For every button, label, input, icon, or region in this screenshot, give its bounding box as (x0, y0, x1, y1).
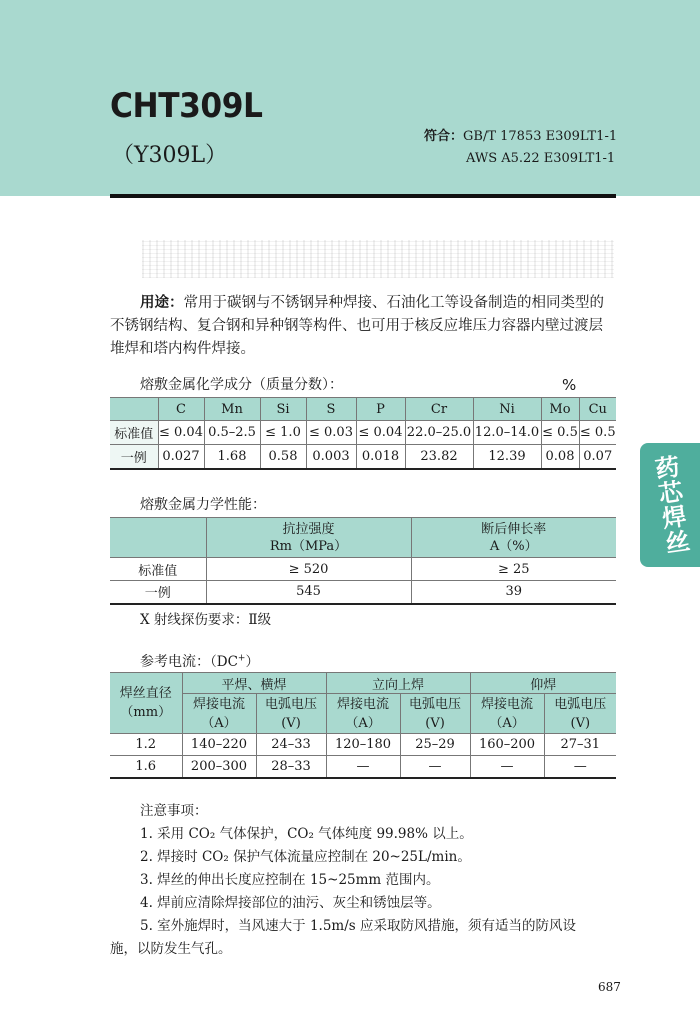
current-cell: 200–300 (182, 756, 256, 778)
note-3: 3. 焊丝的伸出长度应控制在 15~25mm 范围内。 (140, 872, 440, 888)
note-4: 4. 焊前应清除焊接部位的油污、灰尘和锈蚀层等。 (140, 895, 441, 911)
voltage-subheader-unit: (V) (570, 715, 591, 731)
current-subheader-label: 焊接电流 (481, 696, 534, 712)
current-cell: — (544, 756, 616, 778)
mech-cell: 545 (206, 581, 411, 604)
chem-title: 熔敷金属化学成分（质量分数）： (140, 377, 343, 393)
header-rule (110, 194, 616, 198)
chem-header-cell (110, 398, 158, 421)
note-1: 1. 采用 CO₂ 气体保护，CO₂ 气体纯度 99.98% 以上。 (140, 826, 473, 842)
voltage-subheader-label: 电弧电压 (554, 696, 607, 712)
mech-header-tensile (206, 518, 411, 558)
current-subheader (326, 694, 400, 734)
chem-header-cell: Si (260, 398, 306, 421)
chem-cell: ≤ 0.5 (579, 421, 616, 445)
standard-gb: GB/T 17853 E309LT1-1 (463, 129, 618, 144)
chem-cell: ≤ 0.04 (158, 421, 204, 445)
tensile-unit: Rm（MPa） (269, 538, 348, 554)
chem-table (110, 397, 616, 470)
mech-table (110, 517, 616, 605)
chem-cell: ≤ 0.03 (306, 421, 356, 445)
dia-header (110, 673, 182, 734)
voltage-subheader (400, 694, 470, 734)
current-cell: 25–29 (400, 734, 470, 756)
pos-vertical-header: 立向上焊 (326, 673, 470, 694)
current-title: 参考电流： (140, 654, 210, 670)
chem-cell: 1.68 (204, 445, 260, 469)
side-tab-label: 药芯焊丝 (648, 453, 691, 557)
chem-cell: 0.58 (260, 445, 306, 469)
elongation-unit: A（%） (489, 538, 538, 554)
table-row (110, 734, 616, 756)
current-subheader-label: 焊接电流 (337, 696, 390, 712)
voltage-subheader (544, 694, 616, 734)
chem-cell: 0.018 (356, 445, 405, 469)
model-subtitle: （Y309L） (112, 143, 228, 168)
current-cell: — (326, 756, 400, 778)
standard-aws: AWS A5.22 E309LT1-1 (466, 151, 616, 166)
current-cell: 120–180 (326, 734, 400, 756)
current-subheader (182, 694, 256, 734)
note-5-continued: 施，以防发生气孔。 (110, 941, 232, 957)
notes (110, 800, 620, 961)
chem-header-cell: Cu (579, 398, 616, 421)
chem-header-cell: Cr (405, 398, 473, 421)
table-row (110, 756, 616, 778)
table-row (110, 558, 616, 581)
section-side-tab (640, 443, 700, 567)
chem-cell: 23.82 (405, 445, 473, 469)
usage-label: 用途： (140, 295, 184, 311)
current-type (210, 654, 259, 670)
chem-cell: 0.08 (541, 445, 579, 469)
note-2: 2. 焊接时 CO₂ 保护气体流量应控制在 20~25L/min。 (140, 849, 471, 865)
voltage-subheader-unit: (V) (425, 715, 445, 731)
elongation-label: 断后伸长率 (481, 521, 547, 537)
chem-row-label: 一例 (110, 445, 158, 469)
pos-overhead-header: 仰焊 (470, 673, 616, 694)
dia-unit: （mm） (120, 705, 172, 720)
chem-cell: 22.0–25.0 (405, 421, 473, 445)
current-subheader-unit: （A） (489, 715, 525, 731)
chem-cell: ≤ 0.04 (356, 421, 405, 445)
voltage-subheader-label: 电弧电压 (409, 696, 462, 712)
chem-header-cell: Mo (541, 398, 579, 421)
chem-cell: ≤ 1.0 (260, 421, 306, 445)
current-cell: — (470, 756, 544, 778)
table-row (110, 581, 616, 604)
xray-requirement: X 射线探伤要求：Ⅱ级 (140, 612, 272, 628)
dc-polarity: + (237, 653, 246, 664)
mech-cell: ≥ 520 (206, 558, 411, 581)
current-subheader (470, 694, 544, 734)
current-row-label: 1.6 (110, 756, 182, 778)
page-number: 687 (598, 980, 621, 994)
conformance-standards (424, 126, 617, 170)
notes-title: 注意事项： (140, 803, 208, 819)
chem-header-cell: Mn (204, 398, 260, 421)
table-row (110, 421, 616, 445)
mech-row-label: 一例 (110, 581, 206, 604)
mech-header-blank (110, 518, 206, 558)
pos-flat-header: 平焊、横焊 (182, 673, 326, 694)
current-cell: 140–220 (182, 734, 256, 756)
usage-text: 常用于碳钢与不锈钢异种焊接、石油化工等设备制造的相同类型的不锈钢结构、复合钢和异种钢等构件、也可用于核反应堆压力容器内壁过渡层堆焊和塔内构件焊接。 (110, 295, 604, 357)
table-row (110, 445, 616, 469)
usage-paragraph (110, 292, 616, 361)
current-table (110, 672, 616, 779)
note-5: 5. 室外施焊时，当风速大于 1.5m/s 应采取防风措施，须有适当的防风设 (140, 918, 577, 934)
chem-row-label: 标准值 (110, 421, 158, 445)
chem-header-cell: Ni (473, 398, 541, 421)
chem-header-cell: P (356, 398, 405, 421)
chem-cell: 0.003 (306, 445, 356, 469)
conform-label: 符合： (424, 129, 464, 144)
current-cell: 160–200 (470, 734, 544, 756)
chem-cell: ≤ 0.5 (541, 421, 579, 445)
chem-cell: 12.0–14.0 (473, 421, 541, 445)
voltage-subheader (256, 694, 326, 734)
dc-close: ） (245, 654, 259, 670)
current-subheader-unit: （A） (345, 715, 381, 731)
scan-noise-strip (142, 240, 614, 278)
voltage-subheader-unit: (V) (281, 715, 301, 731)
dia-label: 焊丝直径 (119, 686, 172, 701)
current-title-line (140, 650, 259, 671)
current-cell: — (400, 756, 470, 778)
current-cell: 27–31 (544, 734, 616, 756)
mech-cell: ≥ 25 (411, 558, 616, 581)
voltage-subheader-label: 电弧电压 (265, 696, 318, 712)
chem-header-cell: S (306, 398, 356, 421)
chem-cell: 0.027 (158, 445, 204, 469)
chem-cell: 0.07 (579, 445, 616, 469)
dc-label: （DC (210, 654, 238, 670)
current-subheader-unit: （A） (201, 715, 237, 731)
chem-cell: 12.39 (473, 445, 541, 469)
chem-header-cell: C (158, 398, 204, 421)
mech-cell: 39 (411, 581, 616, 604)
model-title: CHT309L (110, 86, 263, 126)
tensile-label: 抗拉强度 (282, 521, 335, 537)
current-row-label: 1.2 (110, 734, 182, 756)
current-subheader-label: 焊接电流 (192, 696, 245, 712)
mech-row-label: 标准值 (110, 558, 206, 581)
mech-title: 熔敷金属力学性能： (140, 497, 266, 513)
current-cell: 24–33 (256, 734, 326, 756)
mech-header-elongation (411, 518, 616, 558)
chem-cell: 0.5–2.5 (204, 421, 260, 445)
current-cell: 28–33 (256, 756, 326, 778)
chem-unit: % (562, 376, 577, 394)
